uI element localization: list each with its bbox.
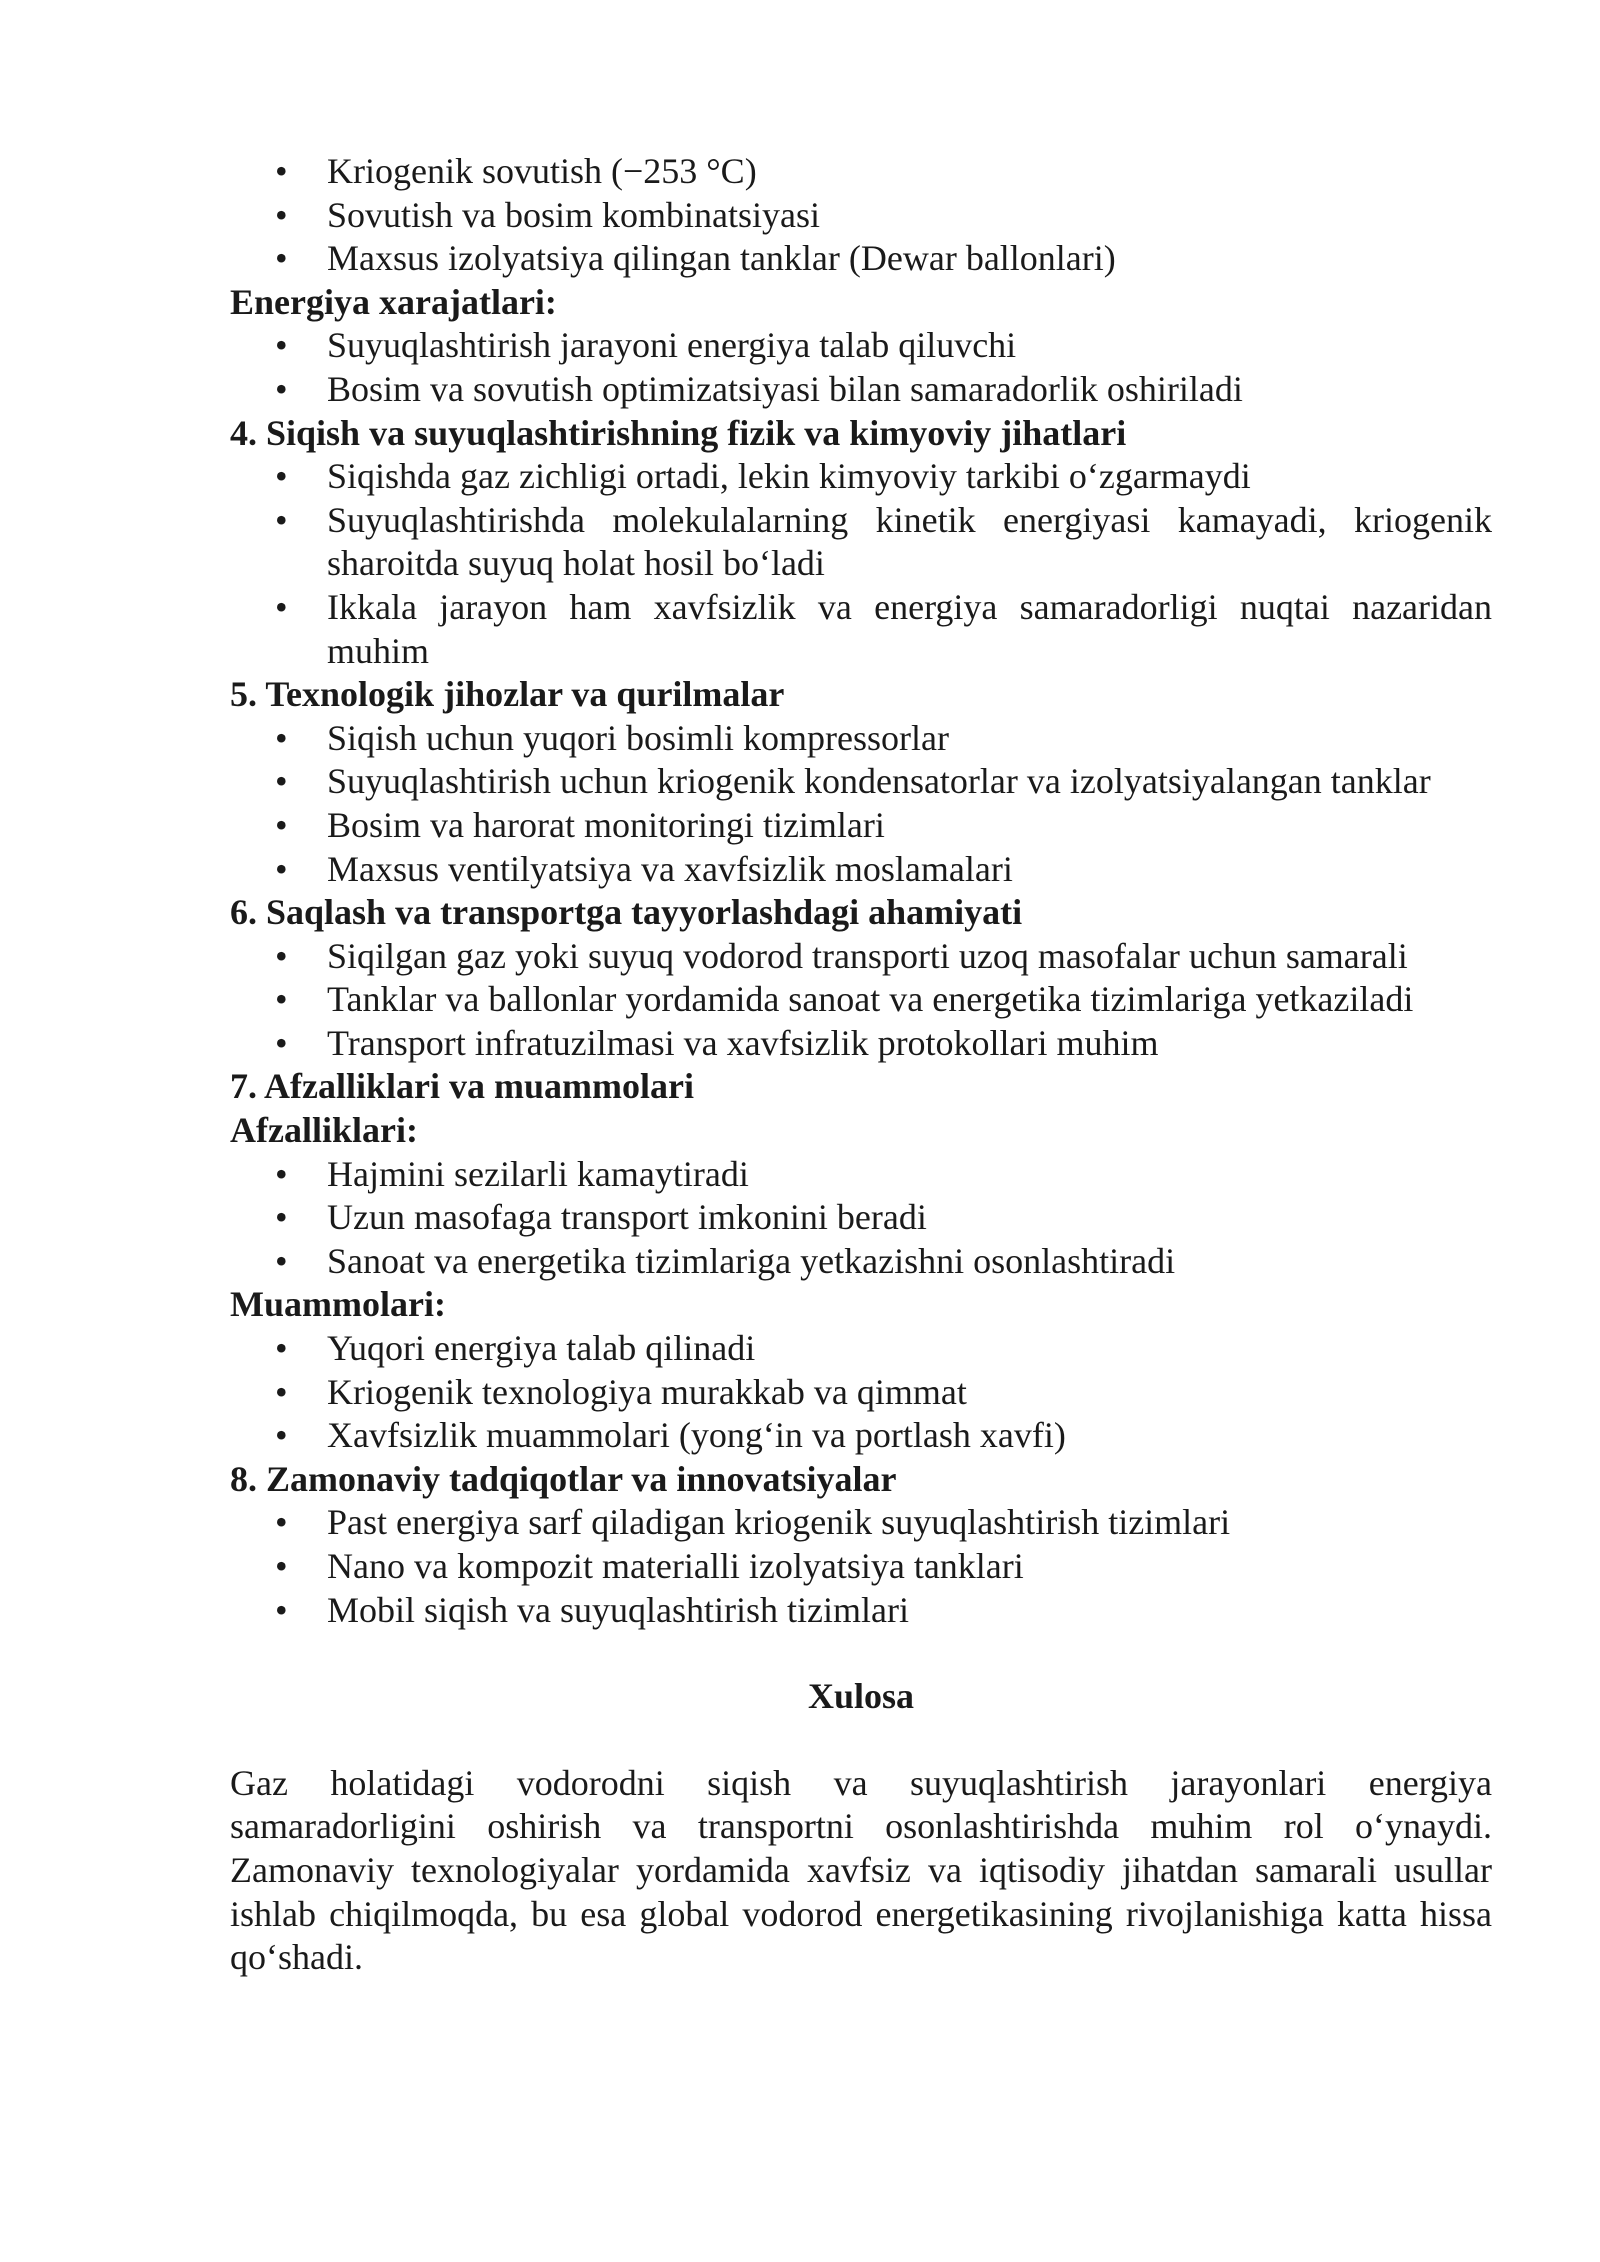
list-item: • Mobil siqish va suyuqlashtirish tizimlari [230, 1589, 1492, 1633]
section-heading: 7. Afzalliklari va muammolari [230, 1066, 694, 1107]
bullet-list [230, 717, 1492, 891]
list-item: • Sovutish va bosim kombinatsiyasi [230, 194, 1492, 238]
list-item: • Suyuqlashtirishda molekulalarning kinetik energiyasi kamayadi, kriogenik sharoitda suyuq holat hosil bo‘ladi [230, 499, 1492, 586]
list-item: • Nano va kompozit materialli izolyatsiya tanklari [230, 1545, 1492, 1589]
list-item: • Siqilgan gaz yoki suyuq vodorod transporti uzoq masofalar uchun samarali [230, 935, 1492, 979]
bullet-list [230, 150, 1492, 281]
list-item: • Sanoat va energetika tizimlariga yetkazishni osonlashtiradi [230, 1240, 1492, 1284]
list-item: • Kriogenik texnologiya murakkab va qimmat [230, 1371, 1492, 1415]
conclusion-paragraph: Gaz holatidagi vodorodni siqish va suyuqlashtirish jarayonlari energiya samaradorligini oshirish va transportni osonlashtirishda muhim rol o‘ynaydi. Zamonaviy texnologiyalar yordamida xavfsiz va iqtisodiy jihatdan samarali usullar ishlab chiqilmoqda, bu esa global vodorod energetikasining rivojlanishiga katta hissa qo‘shadi. [230, 1762, 1492, 1978]
section-heading: Muammolari: [230, 1284, 446, 1325]
bullet-list [230, 1327, 1492, 1458]
bullet-list [230, 1153, 1492, 1284]
list-item: • Maxsus izolyatsiya qilingan tanklar (Dewar ballonlari) [230, 237, 1492, 281]
bullet-list [230, 324, 1492, 411]
bullet-list [230, 455, 1492, 673]
section-heading: 6. Saqlash va transportga tayyorlashdagi ahamiyati [230, 892, 1023, 933]
list-item: • Transport infratuzilmasi va xavfsizlik protokollari muhim [230, 1022, 1492, 1066]
list-item: • Past energiya sarf qiladigan kriogenik suyuqlashtirish tizimlari [230, 1501, 1492, 1545]
list-item: • Bosim va sovutish optimizatsiyasi bilan samaradorlik oshiriladi [230, 368, 1492, 412]
conclusion-title: Xulosa [807, 1676, 915, 1717]
list-item: • Kriogenik sovutish (−253 °C) [230, 150, 1492, 194]
bullet-list [230, 1501, 1492, 1632]
list-item: • Yuqori energiya talab qilinadi [230, 1327, 1492, 1371]
list-item: • Hajmini sezilarli kamaytiradi [230, 1153, 1492, 1197]
section-heading: Energiya xarajatlari: [230, 281, 557, 322]
document-body [230, 150, 1492, 1632]
list-item: • Ikkala jarayon ham xavfsizlik va energiya samaradorligi nuqtai nazaridan muhim [230, 586, 1492, 673]
list-item: • Tanklar va ballonlar yordamida sanoat va energetika tizimlariga yetkaziladi [230, 978, 1492, 1022]
list-item: • Suyuqlashtirish uchun kriogenik kondensatorlar va izolyatsiyalangan tanklar [230, 760, 1492, 804]
list-item: • Siqishda gaz zichligi ortadi, lekin kimyoviy tarkibi o‘zgarmaydi [230, 455, 1492, 499]
list-item: • Xavfsizlik muammolari (yong‘in va portlash xavfi) [230, 1414, 1492, 1458]
list-item: • Suyuqlashtirish jarayoni energiya talab qiluvchi [230, 324, 1492, 368]
document-page [230, 150, 1492, 1980]
list-item: • Bosim va harorat monitoringi tizimlari [230, 804, 1492, 848]
list-item: • Maxsus ventilyatsiya va xavfsizlik moslamalari [230, 848, 1492, 892]
section-heading: 4. Siqish va suyuqlashtirishning fizik va kimyoviy jihatlari [230, 412, 1127, 453]
section-heading: 8. Zamonaviy tadqiqotlar va innovatsiyalar [230, 1458, 897, 1499]
list-item: • Uzun masofaga transport imkonini beradi [230, 1196, 1492, 1240]
section-heading: 5. Texnologik jihozlar va qurilmalar [230, 674, 785, 715]
bullet-list [230, 935, 1492, 1066]
list-item: • Siqish uchun yuqori bosimli kompressorlar [230, 717, 1492, 761]
section-heading: Afzalliklari: [230, 1110, 418, 1151]
